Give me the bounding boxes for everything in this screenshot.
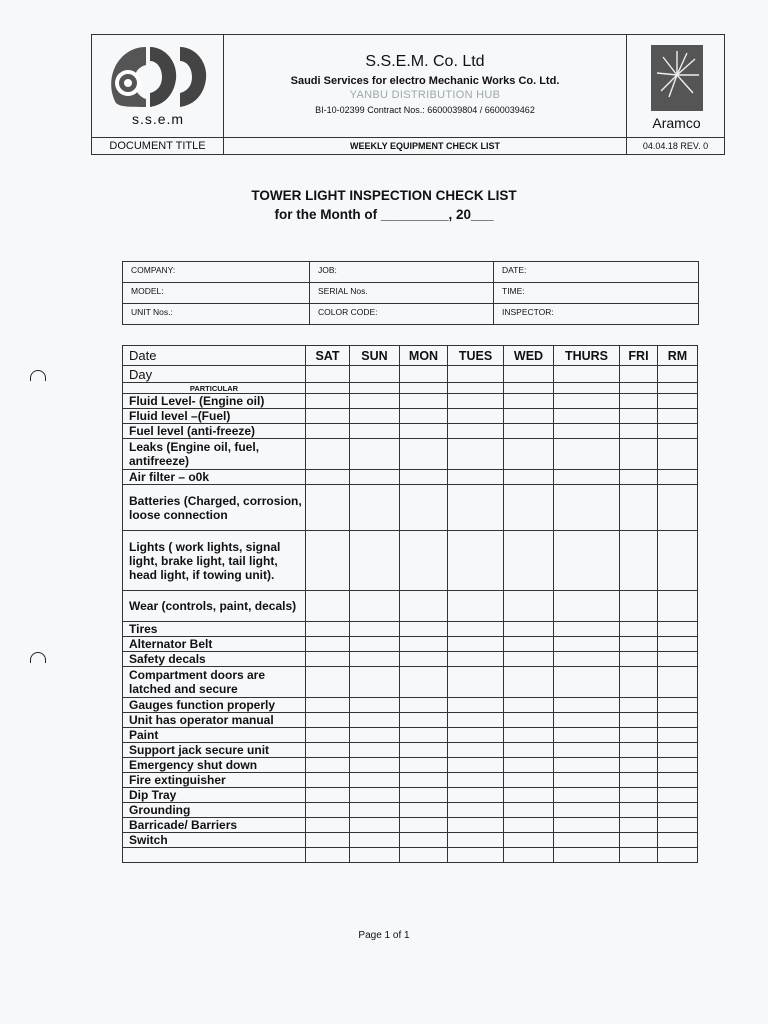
checklist-item: Alternator Belt xyxy=(123,637,306,652)
check-cell[interactable] xyxy=(448,743,504,758)
table-row xyxy=(123,667,698,698)
check-cell[interactable] xyxy=(620,758,658,773)
check-cell[interactable] xyxy=(306,743,350,758)
check-cell[interactable] xyxy=(306,485,350,531)
day-header-rm: RM xyxy=(658,346,698,366)
day-header-tues: TUES xyxy=(448,346,504,366)
check-cell[interactable] xyxy=(400,713,448,728)
check-cell[interactable] xyxy=(350,366,400,383)
table-row xyxy=(123,591,698,622)
checklist-item: Unit has operator manual xyxy=(123,713,306,728)
checklist-item: Support jack secure unit xyxy=(123,743,306,758)
check-cell[interactable] xyxy=(448,818,504,833)
check-cell[interactable] xyxy=(554,743,620,758)
check-cell[interactable] xyxy=(448,637,504,652)
check-cell[interactable] xyxy=(400,470,448,485)
check-cell[interactable] xyxy=(504,758,554,773)
checklist-item: Fluid level –(Fuel) xyxy=(123,409,306,424)
check-cell[interactable] xyxy=(306,591,350,622)
check-cell[interactable] xyxy=(350,485,400,531)
check-cell[interactable] xyxy=(504,470,554,485)
check-cell[interactable] xyxy=(620,652,658,667)
logo-text: s.s.e.m xyxy=(131,111,185,127)
checklist-item: Gauges function properly xyxy=(123,698,306,713)
table-row xyxy=(123,637,698,652)
check-cell[interactable] xyxy=(658,667,698,698)
check-cell[interactable] xyxy=(448,698,504,713)
check-cell[interactable] xyxy=(400,622,448,637)
check-cell[interactable] xyxy=(448,803,504,818)
check-cell[interactable] xyxy=(306,833,350,848)
check-cell[interactable] xyxy=(504,848,554,863)
check-cell[interactable] xyxy=(350,622,400,637)
check-cell[interactable] xyxy=(350,758,400,773)
check-cell[interactable] xyxy=(448,758,504,773)
particular-label: PARTICULAR xyxy=(123,383,306,394)
check-cell[interactable] xyxy=(554,803,620,818)
table-row xyxy=(123,531,698,591)
check-cell[interactable] xyxy=(658,803,698,818)
check-cell[interactable] xyxy=(554,366,620,383)
check-cell[interactable] xyxy=(400,637,448,652)
document-header xyxy=(91,34,725,155)
check-cell[interactable] xyxy=(504,833,554,848)
check-cell[interactable] xyxy=(400,531,448,591)
check-cell[interactable] xyxy=(350,409,400,424)
table-row xyxy=(123,652,698,667)
check-cell[interactable] xyxy=(350,652,400,667)
check-cell[interactable] xyxy=(350,833,400,848)
check-cell[interactable] xyxy=(400,667,448,698)
check-cell[interactable] xyxy=(400,591,448,622)
check-cell[interactable] xyxy=(658,818,698,833)
table-row xyxy=(123,485,698,531)
check-cell[interactable] xyxy=(658,773,698,788)
table-row xyxy=(123,818,698,833)
check-cell[interactable] xyxy=(620,591,658,622)
table-row xyxy=(123,383,698,394)
check-cell[interactable] xyxy=(620,637,658,652)
ssem-logo-icon xyxy=(106,43,210,111)
check-cell[interactable] xyxy=(554,531,620,591)
check-cell[interactable] xyxy=(306,713,350,728)
check-cell[interactable] xyxy=(448,848,504,863)
table-row xyxy=(123,833,698,848)
table-row xyxy=(123,698,698,713)
check-cell[interactable] xyxy=(448,394,504,409)
day-header-wed: WED xyxy=(504,346,554,366)
check-cell[interactable] xyxy=(620,728,658,743)
check-cell[interactable] xyxy=(504,698,554,713)
check-cell[interactable] xyxy=(504,366,554,383)
day-header-fri: FRI xyxy=(620,346,658,366)
check-cell[interactable] xyxy=(658,833,698,848)
checklist-item: Leaks (Engine oil, fuel, antifreeze) xyxy=(123,439,306,470)
check-cell[interactable] xyxy=(448,788,504,803)
check-cell[interactable] xyxy=(306,803,350,818)
check-cell[interactable] xyxy=(620,698,658,713)
check-cell[interactable] xyxy=(400,743,448,758)
check-cell[interactable] xyxy=(306,439,350,470)
check-cell[interactable] xyxy=(448,591,504,622)
check-cell[interactable] xyxy=(620,713,658,728)
check-cell[interactable] xyxy=(554,652,620,667)
checklist-item: Compartment doors are latched and secure xyxy=(123,667,306,698)
table-row xyxy=(123,439,698,470)
check-cell[interactable] xyxy=(350,424,400,439)
checklist-item: Fuel level (anti-freeze) xyxy=(123,424,306,439)
punch-hole-bottom xyxy=(30,652,46,663)
check-cell[interactable] xyxy=(306,788,350,803)
checklist-item: Switch xyxy=(123,833,306,848)
day-header-thurs: THURS xyxy=(554,346,620,366)
check-cell[interactable] xyxy=(658,743,698,758)
check-cell[interactable] xyxy=(448,728,504,743)
table-row xyxy=(123,424,698,439)
check-cell[interactable] xyxy=(658,788,698,803)
check-cell[interactable] xyxy=(448,713,504,728)
date-field[interactable]: DATE: xyxy=(494,262,699,283)
check-cell[interactable] xyxy=(448,383,504,394)
check-cell[interactable] xyxy=(554,788,620,803)
check-cell[interactable] xyxy=(620,424,658,439)
checklist-item: Safety decals xyxy=(123,652,306,667)
check-cell[interactable] xyxy=(658,409,698,424)
check-cell[interactable] xyxy=(448,424,504,439)
table-row xyxy=(123,773,698,788)
check-cell[interactable] xyxy=(554,637,620,652)
check-cell[interactable] xyxy=(658,485,698,531)
check-cell[interactable] xyxy=(400,803,448,818)
check-cell[interactable] xyxy=(620,485,658,531)
aramco-logo xyxy=(626,35,725,137)
check-cell[interactable] xyxy=(620,833,658,848)
check-cell[interactable] xyxy=(350,698,400,713)
check-cell[interactable] xyxy=(350,848,400,863)
check-cell[interactable] xyxy=(554,698,620,713)
info-table xyxy=(122,261,699,325)
check-cell[interactable] xyxy=(658,439,698,470)
check-cell[interactable] xyxy=(400,439,448,470)
check-cell[interactable] xyxy=(658,383,698,394)
checklist-table xyxy=(122,345,698,863)
checklist-item: Tires xyxy=(123,622,306,637)
check-cell[interactable] xyxy=(554,758,620,773)
check-cell[interactable] xyxy=(504,409,554,424)
table-row xyxy=(123,788,698,803)
revision: 04.04.18 REV. 0 xyxy=(626,138,724,155)
check-cell[interactable] xyxy=(658,698,698,713)
check-cell[interactable] xyxy=(504,728,554,743)
document-title-label: DOCUMENT TITLE xyxy=(92,138,224,155)
checklist-item: Barricade/ Barriers xyxy=(123,818,306,833)
check-cell[interactable] xyxy=(658,622,698,637)
check-cell[interactable] xyxy=(620,743,658,758)
check-cell[interactable] xyxy=(620,383,658,394)
check-cell[interactable] xyxy=(658,591,698,622)
check-cell[interactable] xyxy=(448,622,504,637)
check-cell[interactable] xyxy=(448,409,504,424)
check-cell[interactable] xyxy=(350,788,400,803)
check-cell[interactable] xyxy=(350,728,400,743)
check-cell[interactable] xyxy=(400,698,448,713)
check-cell[interactable] xyxy=(448,667,504,698)
check-cell[interactable] xyxy=(620,531,658,591)
check-cell[interactable] xyxy=(658,637,698,652)
check-cell[interactable] xyxy=(554,818,620,833)
check-cell[interactable] xyxy=(554,591,620,622)
check-cell[interactable] xyxy=(504,652,554,667)
contract-numbers: BI-10-02399 Contract Nos.: 6600039804 / 6600039462 xyxy=(315,105,535,115)
check-cell[interactable] xyxy=(350,591,400,622)
table-row xyxy=(123,803,698,818)
check-cell[interactable] xyxy=(306,698,350,713)
check-cell[interactable] xyxy=(306,622,350,637)
table-row xyxy=(123,366,698,383)
check-cell[interactable] xyxy=(554,833,620,848)
check-cell[interactable] xyxy=(448,485,504,531)
aramco-text: Aramco xyxy=(652,115,701,131)
check-cell[interactable] xyxy=(306,470,350,485)
check-cell[interactable] xyxy=(400,424,448,439)
unit-field[interactable]: UNIT Nos.: xyxy=(123,304,310,325)
check-cell[interactable] xyxy=(350,439,400,470)
checklist-item: Air filter – o0k xyxy=(123,470,306,485)
check-cell[interactable] xyxy=(350,637,400,652)
check-cell[interactable] xyxy=(620,803,658,818)
check-cell[interactable] xyxy=(620,788,658,803)
check-cell[interactable] xyxy=(400,409,448,424)
header-row xyxy=(123,346,698,366)
check-cell[interactable] xyxy=(620,409,658,424)
checklist-item: Wear (controls, paint, decals) xyxy=(123,591,306,622)
check-cell[interactable] xyxy=(554,409,620,424)
aramco-star-icon xyxy=(651,45,703,111)
check-cell[interactable] xyxy=(504,713,554,728)
check-cell[interactable] xyxy=(554,439,620,470)
company-full-name: Saudi Services for electro Mechanic Works Co. Ltd. xyxy=(290,75,560,87)
check-cell[interactable] xyxy=(504,637,554,652)
check-cell[interactable] xyxy=(554,728,620,743)
check-cell[interactable] xyxy=(554,713,620,728)
table-row xyxy=(123,394,698,409)
check-cell[interactable] xyxy=(620,470,658,485)
checklist-item: Fluid Level- (Engine oil) xyxy=(123,394,306,409)
check-cell[interactable] xyxy=(658,758,698,773)
checklist-item: Batteries (Charged, corrosion, loose connection xyxy=(123,485,306,531)
time-field[interactable]: TIME: xyxy=(494,283,699,304)
check-cell[interactable] xyxy=(350,803,400,818)
check-cell[interactable] xyxy=(400,652,448,667)
table-row xyxy=(123,470,698,485)
check-cell[interactable] xyxy=(400,773,448,788)
check-cell[interactable] xyxy=(350,667,400,698)
check-cell[interactable] xyxy=(400,394,448,409)
table-row xyxy=(123,743,698,758)
check-cell[interactable] xyxy=(400,758,448,773)
check-cell[interactable] xyxy=(554,667,620,698)
month-line: for the Month of _________, 20___ xyxy=(274,207,494,222)
check-cell[interactable] xyxy=(350,531,400,591)
checklist-item xyxy=(123,848,306,863)
check-cell[interactable] xyxy=(504,667,554,698)
check-cell[interactable] xyxy=(350,743,400,758)
check-cell[interactable] xyxy=(350,773,400,788)
check-cell[interactable] xyxy=(620,394,658,409)
check-cell[interactable] xyxy=(448,833,504,848)
check-cell[interactable] xyxy=(306,637,350,652)
check-cell[interactable] xyxy=(504,591,554,622)
checklist-item: Emergency shut down xyxy=(123,758,306,773)
check-cell[interactable] xyxy=(620,366,658,383)
day-header-sat: SAT xyxy=(306,346,350,366)
check-cell[interactable] xyxy=(504,743,554,758)
check-cell[interactable] xyxy=(554,848,620,863)
job-field[interactable]: JOB: xyxy=(310,262,494,283)
check-cell[interactable] xyxy=(504,818,554,833)
check-cell[interactable] xyxy=(306,652,350,667)
table-row xyxy=(123,622,698,637)
check-cell[interactable] xyxy=(554,470,620,485)
check-cell[interactable] xyxy=(400,833,448,848)
check-cell[interactable] xyxy=(554,383,620,394)
company-name: S.S.E.M. Co. Ltd xyxy=(365,53,485,70)
check-cell[interactable] xyxy=(306,383,350,394)
check-cell[interactable] xyxy=(448,531,504,591)
check-cell[interactable] xyxy=(658,394,698,409)
model-field[interactable]: MODEL: xyxy=(123,283,310,304)
check-cell[interactable] xyxy=(504,485,554,531)
date-header: Date xyxy=(123,346,306,366)
hub-name: YANBU DISTRIBUTION HUB xyxy=(349,89,501,101)
check-cell[interactable] xyxy=(554,485,620,531)
check-cell[interactable] xyxy=(400,818,448,833)
serial-field[interactable]: SERIAL Nos. xyxy=(310,283,494,304)
check-cell[interactable] xyxy=(658,848,698,863)
day-header-mon: MON xyxy=(400,346,448,366)
check-cell[interactable] xyxy=(306,758,350,773)
checklist-item: Grounding xyxy=(123,803,306,818)
check-cell[interactable] xyxy=(504,439,554,470)
check-cell[interactable] xyxy=(448,366,504,383)
check-cell[interactable] xyxy=(306,366,350,383)
check-cell[interactable] xyxy=(658,424,698,439)
table-row xyxy=(123,713,698,728)
check-cell[interactable] xyxy=(504,383,554,394)
check-cell[interactable] xyxy=(620,622,658,637)
check-cell[interactable] xyxy=(350,383,400,394)
page-number: Page 1 of 1 xyxy=(358,930,410,941)
check-cell[interactable] xyxy=(620,667,658,698)
check-cell[interactable] xyxy=(306,848,350,863)
day-header-sun: SUN xyxy=(350,346,400,366)
check-cell[interactable] xyxy=(448,439,504,470)
check-cell[interactable] xyxy=(620,773,658,788)
check-cell[interactable] xyxy=(306,818,350,833)
checklist-item: Dip Tray xyxy=(123,788,306,803)
check-cell[interactable] xyxy=(554,394,620,409)
check-cell[interactable] xyxy=(554,424,620,439)
check-cell[interactable] xyxy=(400,383,448,394)
check-cell[interactable] xyxy=(448,773,504,788)
check-cell[interactable] xyxy=(658,713,698,728)
ssem-logo xyxy=(92,35,224,137)
check-cell[interactable] xyxy=(504,424,554,439)
check-cell[interactable] xyxy=(504,394,554,409)
check-cell[interactable] xyxy=(658,470,698,485)
page-title: TOWER LIGHT INSPECTION CHECK LIST xyxy=(251,188,517,203)
punch-hole-top xyxy=(30,370,46,381)
check-cell[interactable] xyxy=(306,728,350,743)
check-cell[interactable] xyxy=(306,424,350,439)
document-title-value: WEEKLY EQUIPMENT CHECK LIST xyxy=(349,141,501,151)
document-title-row xyxy=(92,137,724,155)
check-cell[interactable] xyxy=(400,366,448,383)
check-cell[interactable] xyxy=(400,848,448,863)
check-cell[interactable] xyxy=(306,409,350,424)
check-cell[interactable] xyxy=(306,773,350,788)
check-cell[interactable] xyxy=(306,667,350,698)
check-cell[interactable] xyxy=(504,622,554,637)
check-cell[interactable] xyxy=(350,818,400,833)
check-cell[interactable] xyxy=(504,531,554,591)
check-cell[interactable] xyxy=(400,728,448,743)
table-row xyxy=(123,758,698,773)
check-cell[interactable] xyxy=(350,713,400,728)
check-cell[interactable] xyxy=(620,818,658,833)
check-cell[interactable] xyxy=(554,773,620,788)
check-cell[interactable] xyxy=(554,622,620,637)
check-cell[interactable] xyxy=(658,728,698,743)
check-cell[interactable] xyxy=(504,773,554,788)
check-cell[interactable] xyxy=(400,485,448,531)
check-cell[interactable] xyxy=(658,652,698,667)
company-field[interactable]: COMPANY: xyxy=(123,262,310,283)
check-cell[interactable] xyxy=(448,652,504,667)
checklist-item: Paint xyxy=(123,728,306,743)
check-cell[interactable] xyxy=(350,394,400,409)
day-label: Day xyxy=(123,366,306,383)
check-cell[interactable] xyxy=(350,470,400,485)
check-cell[interactable] xyxy=(400,788,448,803)
color-code-field[interactable]: COLOR CODE: xyxy=(310,304,494,325)
check-cell[interactable] xyxy=(620,848,658,863)
check-cell[interactable] xyxy=(448,470,504,485)
check-cell[interactable] xyxy=(658,531,698,591)
check-cell[interactable] xyxy=(504,788,554,803)
inspector-field[interactable]: INSPECTOR: xyxy=(494,304,699,325)
checklist-item: Lights ( work lights, signal light, brake light, tail light, head light, if towing unit). xyxy=(123,531,306,591)
checklist-item: Fire extinguisher xyxy=(123,773,306,788)
table-row xyxy=(123,728,698,743)
check-cell[interactable] xyxy=(306,531,350,591)
check-cell[interactable] xyxy=(306,394,350,409)
check-cell[interactable] xyxy=(658,366,698,383)
check-cell[interactable] xyxy=(504,803,554,818)
table-row xyxy=(123,848,698,863)
company-info xyxy=(224,35,626,137)
check-cell[interactable] xyxy=(620,439,658,470)
table-row xyxy=(123,409,698,424)
